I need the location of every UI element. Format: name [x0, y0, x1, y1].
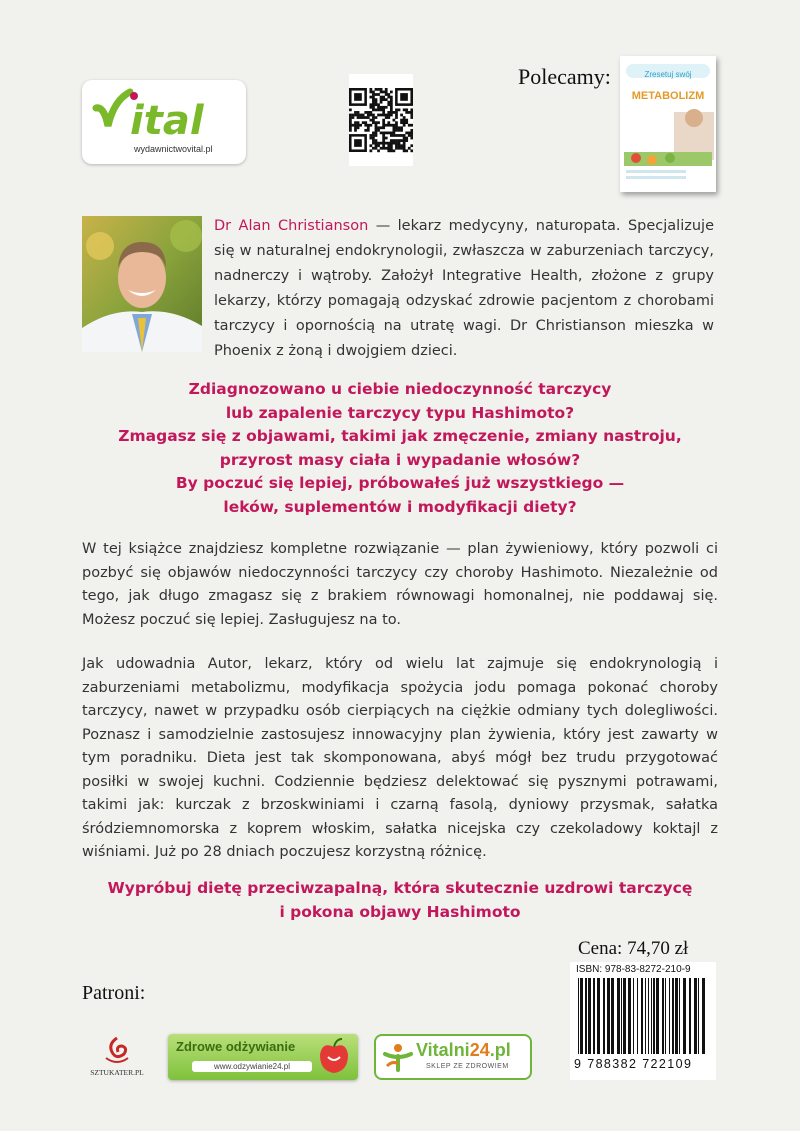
vitalni-name-text: Vitalni	[416, 1040, 470, 1060]
vital-logo-mark	[90, 86, 240, 146]
questions-block	[82, 378, 718, 519]
sztukater-logo	[82, 1034, 152, 1080]
barcode-panel	[570, 962, 716, 1080]
description-paragraph-2: Jak udowadnia Autor, lekarz, który od wielu lat zajmuje się endokrynologią i zaburzeniami metabolizmu, modyfikacja spożycia jodu pomaga pokonać choroby tarczycy, nawet w przypadku osób cierpiących na ciężkie odmiany tych dolegliwości. Poznasz i samodzielnie zastosujesz innowacyjny plan żywienia, który jest zawarty w tym poradniku. Dieta jest tak skomponowana, abyś mógł bez trudu przygotować posiłki w swojej kuchni. Codziennie będziesz delektować się pysznymi potrawami, takimi jak: kurczak z brzoskwiniami i czarną fasolą, dyniowy przysmak, sałatka śródziemnomorska z koprem włoskim, sałatka nicejska czy czekoladowy koktajl z wiśniami. Już po 28 dniach poczujesz korzystną różnicę.	[82, 656, 718, 860]
vitalni24-logo	[374, 1034, 532, 1080]
question-line: przyrost masy ciała i wypadanie włosów?	[219, 450, 581, 469]
zdrowe-title: Zdrowe odżywianie	[176, 1039, 296, 1054]
author-bio	[214, 214, 714, 364]
apple-icon	[314, 1037, 354, 1077]
author-name: Dr Alan Christianson	[214, 218, 369, 234]
description-paragraph-1: W tej książce znajdziesz kompletne rozwiązanie — plan żywieniowy, który pozwoli ci pozbyć się objawów niedoczynności tarczycy czy choroby Hashimoto. Niezależnie od tego, jak długo zmagasz się z brakiem równowagi homonalnej, nie poddawaj się. Możesz poczuć się lepiej. Zasługujesz na to.	[82, 541, 718, 628]
publisher-url: wydawnictwovital.pl	[134, 144, 213, 154]
sztukater-emblem	[82, 1034, 152, 1068]
cta-line: i pokona objawy Hashimoto	[279, 903, 521, 921]
price: Cena: 74,70 zł	[578, 938, 689, 959]
question-line: lub zapalenie tarczycy typu Hashimoto?	[225, 403, 575, 422]
question-line: By poczuć się lepiej, próbowałeś już wszystkiego —	[175, 474, 625, 492]
author-portrait	[82, 216, 202, 352]
recommended-book-cover	[620, 56, 716, 192]
vitalni-number: 24	[469, 1040, 490, 1060]
author-photo	[82, 216, 202, 352]
vitalni-tld: .pl	[489, 1040, 511, 1060]
vital-publisher-logo	[82, 80, 246, 164]
svg-text:ital: ital	[130, 98, 204, 144]
recommend-label: Polecamy:	[518, 64, 611, 89]
book-title-line2: METABOLIZM	[631, 90, 705, 102]
cta-line: Wypróbuj dietę przeciwzapalną, która skutecznie uzdrowi tarczycę	[107, 879, 693, 897]
sztukater-text: SZTUKATER.PL	[90, 1068, 144, 1077]
qr-code	[349, 74, 413, 166]
author-bio-text: — lekarz medycyny, naturopata. Specjalizuje się w naturalnej endokrynologii, zwłaszcza w zaburzeniach tarczycy, nadnerczy i wątroby. Założył Integrative Health, złożone z grupy lekarzy, którzy pomagają odzyskać zdrowie pacjentom z chorobami tarczycy i opornością na utratę wagi. Dr Christianson mieszka w Phoenix z żoną i dwojgiem dzieci.	[214, 218, 714, 359]
question-line: leków, suplementów i modyfikacji diety?	[223, 497, 577, 516]
patrons-label: Patroni:	[82, 982, 146, 1004]
vitalni-name	[416, 1040, 511, 1061]
isbn-number: ISBN: 978-83-8272-210-9	[576, 964, 691, 975]
book-title	[624, 90, 712, 102]
zdrowe-url: www.odzywianie24.pl	[192, 1061, 312, 1072]
question-line: Zdiagnozowano u ciebie niedoczynność tarczycy	[188, 380, 612, 398]
leaf-figure-icon	[381, 1040, 415, 1074]
call-to-action	[82, 876, 718, 924]
barcode-digits: 9 788382 722109	[574, 1057, 693, 1071]
question-line: Zmagasz się z objawami, takimi jak zmęczenie, zmiany nastroju,	[118, 427, 682, 445]
vitalni-subtitle: SKLEP ZE ZDROWIEM	[426, 1063, 509, 1070]
book-top-text: Zresetuj swój	[644, 70, 692, 79]
zdrowe-odzywianie-logo	[168, 1034, 358, 1080]
barcode	[574, 978, 712, 1056]
